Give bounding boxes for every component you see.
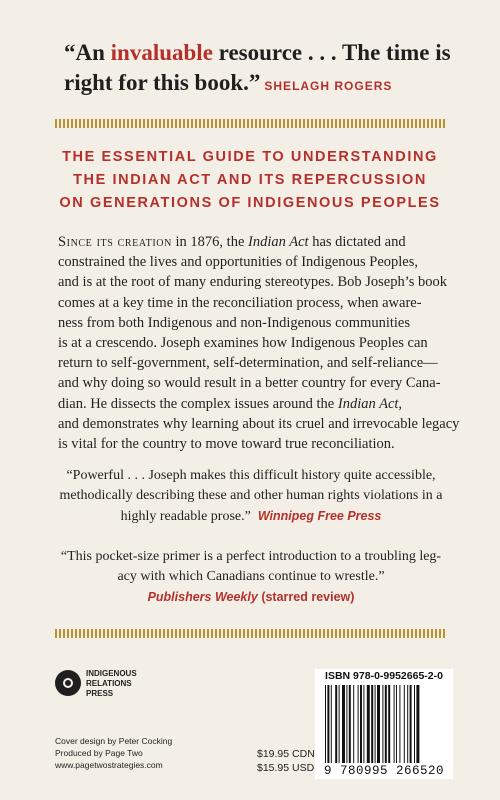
description-line: ness from both Indigenous and non-Indigenous communities: [58, 314, 410, 331]
headline-line: THE ESSENTIAL GUIDE TO UNDERSTANDING: [62, 149, 438, 165]
review-text: highly readable prose.”: [120, 509, 251, 524]
description-line: and demonstrates why learning about its cruel and irrevocable legacy: [58, 415, 460, 432]
book-title-reference: Indian Act: [337, 395, 399, 412]
decorative-divider-top: [55, 119, 445, 128]
quote-text: resource . . . The time is right for this book.”: [64, 40, 451, 95]
description-text: ,: [398, 395, 403, 412]
review-line: acy with which Canadians continue to wrestle.”: [117, 569, 385, 584]
publisher-logo: [55, 667, 205, 707]
description-line: comes at a key time in the reconciliation process, when aware-: [58, 294, 422, 311]
review-line: [55, 587, 447, 608]
description-line: is vital for the country to move toward true reconciliation.: [58, 436, 395, 453]
review-line: [55, 506, 447, 527]
credit-line: Produced by Page Two: [55, 748, 143, 758]
description-line: [58, 232, 448, 252]
quote-attribution: SHELAGH ROGERS: [264, 79, 393, 93]
credit-line: www.pagetwostrategies.com: [55, 760, 163, 770]
description-text: dian. He dissects the complex issues around the: [58, 395, 338, 412]
headline: [55, 146, 445, 215]
barcode-icon: [323, 685, 445, 763]
review-line: “Powerful . . . Joseph makes this difficult history quite accessible,: [66, 468, 436, 483]
description-lead-in: Since its creation: [58, 234, 172, 250]
production-credits: [55, 735, 172, 771]
description-text: in 1876, the: [171, 234, 249, 250]
review-source: Publishers Weekly: [147, 590, 258, 604]
review-line: “This pocket-size primer is a perfect introduction to a troubling leg-: [60, 549, 442, 564]
book-description: [58, 232, 460, 454]
review-source: Winnipeg Free Press: [257, 509, 382, 523]
price-list: [257, 747, 315, 775]
isbn-barcode-block: [315, 669, 453, 779]
barcode-digits: 9 780995 266520: [323, 764, 445, 778]
description-line: is at a crescendo. Joseph examines how Indigenous Peoples can: [58, 335, 428, 352]
book-title-reference: Indian Act: [248, 234, 309, 250]
publisher-name-line: PRESS: [86, 689, 114, 698]
featured-quote: [64, 38, 464, 101]
headline-line: THE INDIAN ACT AND ITS REPERCUSSION: [73, 172, 427, 188]
review-line: methodically describing these and other human rights violations in a: [59, 488, 443, 503]
description-line: [58, 394, 448, 414]
publisher-name: [86, 669, 137, 699]
description-line: return to self-government, self-determination, and self-reliance—: [58, 355, 438, 372]
review-winnipeg-free-press: [55, 466, 447, 527]
publisher-name-line: RELATIONS: [86, 679, 132, 688]
description-line: and is at the root of many enduring stereotypes. Bob Joseph’s book: [58, 274, 448, 291]
review-source-note: (starred review): [261, 590, 355, 604]
credit-line: Cover design by Peter Cocking: [55, 736, 173, 746]
isbn-label: ISBN 978-0-9952665-2-0: [325, 670, 443, 682]
price-cdn: $19.95 CDN: [257, 748, 315, 760]
headline-line: ON GENERATIONS OF INDIGENOUS PEOPLES: [59, 195, 441, 211]
description-text: has dictated and: [308, 234, 406, 250]
review-publishers-weekly: [55, 547, 447, 608]
quote-highlight-word: invaluable: [110, 40, 213, 65]
circle-logo-icon: [55, 670, 81, 696]
description-line: and why doing so would result in a better country for every Cana-: [58, 375, 441, 392]
price-usd: $15.95 USD: [257, 762, 315, 774]
description-line: constrained the lives and opportunities of Indigenous Peoples,: [58, 254, 419, 271]
publisher-name-line: INDIGENOUS: [86, 669, 137, 678]
decorative-divider-bottom: [55, 629, 445, 638]
quote-open: “An: [64, 40, 111, 65]
